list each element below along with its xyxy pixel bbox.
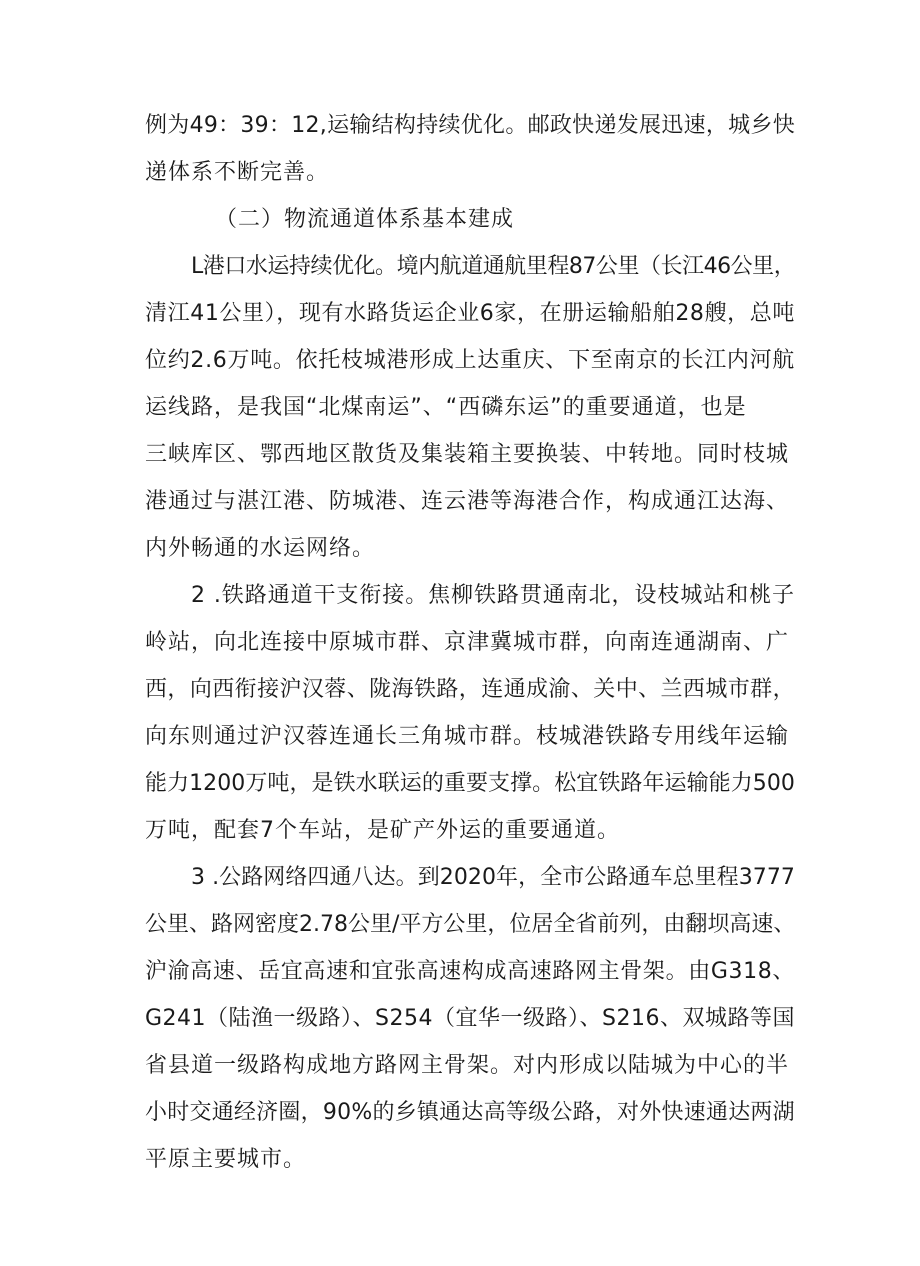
text-line: 清江41公里），现有水路货运企业6家，在册运输船舶28艘，总吨 (145, 301, 795, 326)
paragraph-transport-structure (145, 102, 795, 196)
text-line: 万吨，配套7个车站，是矿产外运的重要通道。 (145, 818, 620, 843)
text-line: 3 .公路网络四通八达。到2020年，全市公路通车总里程3777 (191, 865, 795, 890)
text-line: 位约2.6万吨。依托枝城港形成上达重庆、下至南京的长江内河航 (145, 348, 795, 373)
heading-text: （二）物流通道体系基本建成 (215, 207, 515, 232)
text-line: 能力1200万吨，是铁水联运的重要支撑。松宜铁路年运输能力500 (145, 771, 795, 796)
text-line: G241（陆渔一级路）、S254（宜华一级路）、S216、双城路等国 (145, 1006, 795, 1031)
text-line: 三峡库区、鄂西地区散货及集装箱主要换装、中转地。同时枝城 (145, 442, 790, 467)
text-line: 平原主要城市。 (145, 1147, 307, 1172)
text-line: 例为49：39：12,运输结构持续优化。邮政快递发展迅速，城乡快 (145, 113, 795, 138)
text-line: 沪渝高速、岳宜高速和宜张高速构成高速路网主骨架。由G318、 (145, 959, 796, 984)
text-line: 内外畅通的水运网络。 (145, 536, 376, 561)
paragraph-highway (145, 854, 795, 1183)
paragraph-port-waterway (145, 243, 795, 572)
text-line: 省县道一级路构成地方路网主骨架。对内形成以陆城为中心的半 (145, 1053, 790, 1078)
paragraph-railway (145, 572, 795, 854)
text-line: 公里、路网密度2.78公里/平方公里，位居全省前列，由翻坝高速、 (145, 912, 796, 937)
document-body (145, 102, 795, 1183)
section-heading (145, 196, 795, 243)
text-line: 2 .铁路通道干支衔接。焦柳铁路贯通南北，设枝城站和桃子 (191, 583, 795, 608)
text-line: 港通过与湛江港、防城港、连云港等海港合作，构成通江达海、 (145, 489, 790, 514)
text-line: 西，向西衔接沪汉蓉、陇海铁路，连通成渝、关中、兰西城市群， (145, 677, 796, 702)
text-line: 运线路，是我国“北煤南运”、“西磷东运”的重要通道，也是 (145, 395, 747, 420)
text-line: L港口水运持续优化。境内航道通航里程87公里（长江46公里， (191, 254, 796, 279)
text-line: 岭站，向北连接中原城市群、京津冀城市群，向南连通湖南、广 (145, 630, 790, 655)
text-line: 小时交通经济圈，90%的乡镇通达高等级公路，对外快速通达两湖 (145, 1100, 795, 1125)
text-line: 递体系不断完善。 (145, 160, 330, 185)
text-line: 向东则通过沪汉蓉连通长三角城市群。枝城港铁路专用线年运输 (145, 724, 790, 749)
